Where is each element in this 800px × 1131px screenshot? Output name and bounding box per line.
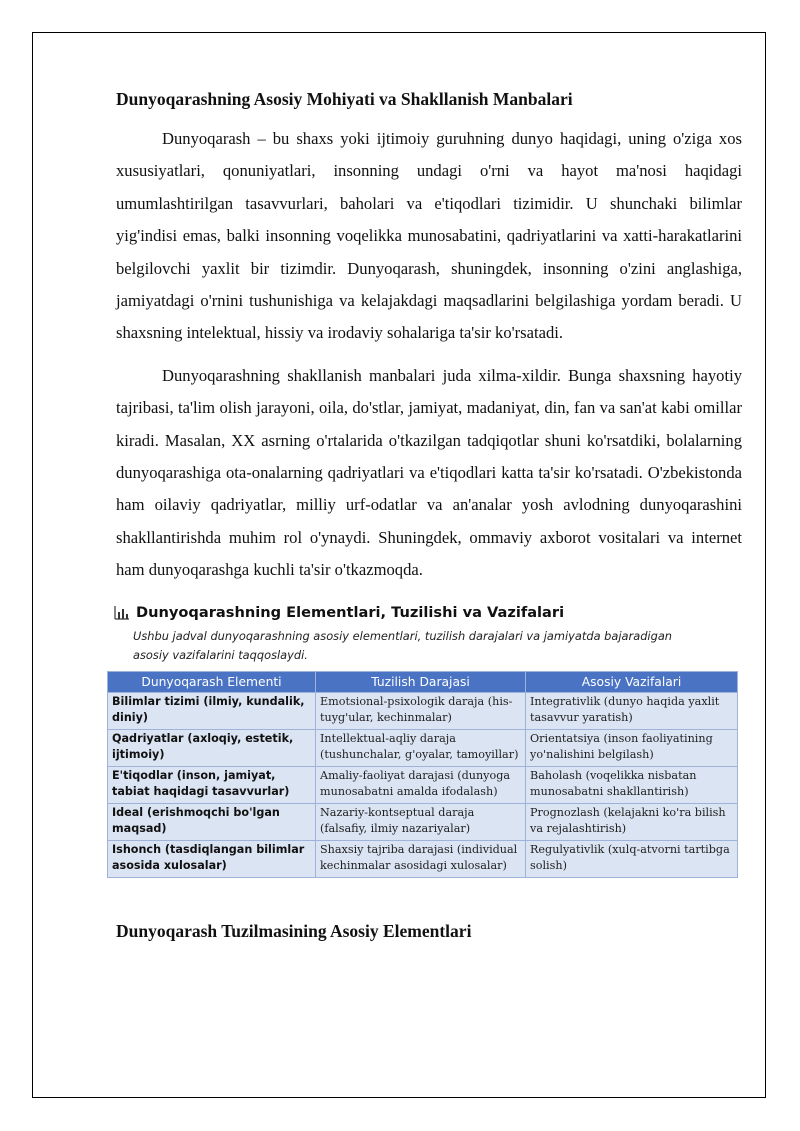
- table-cell-level: Amaliy-faoliyat darajasi (dunyoga munosabatni amalda ifodalash): [316, 766, 526, 803]
- table-row: [108, 692, 738, 729]
- table-cell-function: Integrativlik (dunyo haqida yaxlit tasavvur yaratish): [526, 692, 738, 729]
- column-header: Asosiy Vazifalari: [526, 671, 738, 692]
- table-cell-level: Intellektual-aqliy daraja (tushunchalar, g'oyalar, tamoyillar): [316, 729, 526, 766]
- table-cell-level: Emotsional-psixologik daraja (his-tuyg'ular, kechinmalar): [316, 692, 526, 729]
- table-title: Dunyoqarashning Elementlari, Tuzilishi va Vazifalari: [136, 603, 565, 621]
- paragraph: Dunyoqarashning shakllanish manbalari juda xilma-xildir. Bunga shaxsning hayotiy tajribasi, ta'lim olish jarayoni, oila, do'stlar, jamiyat, madaniyat, din, fan va san'at kabi omillar kiradi. Masalan, XX asrning o'rtalarida o'tkazilgan tadqiqotlar shuni ko'rsatdiki, bolalarning dunyoqarashiga ota-onalarning qadriyatlari va e'tiqodlari katta ta'sir ko'rsatadi. O'zbekistonda ham oilaviy qadriyatlar, milliy urf-odatlar va an'analar yosh avlodning dunyoqarashini shakllantirishda muhim rol o'ynaydi. Shuningdek, ommaviy axborot vositalari va internet ham dunyoqarashga kuchli ta'sir o'tkazmoqda.: [116, 365, 742, 580]
- table-row: [108, 803, 738, 840]
- table-row: [108, 840, 738, 877]
- column-header: Dunyoqarash Elementi: [108, 671, 316, 692]
- table-cell-level: Nazariy-kontseptual daraja (falsafiy, ilmiy nazariyalar): [316, 803, 526, 840]
- table-cell-function: Regulyativlik (xulq-atvorni tartibga solish): [526, 840, 738, 877]
- table-row: [108, 729, 738, 766]
- table-heading: [114, 603, 742, 623]
- section-title: Dunyoqarashning Asosiy Mohiyati va Shakllanish Manbalari: [116, 89, 573, 109]
- table-row: [108, 766, 738, 803]
- table-section: [112, 603, 742, 878]
- table-cell-function: Baholash (voqelikka nisbatan munosabatni shakllantirish): [526, 766, 738, 803]
- elements-table: [107, 671, 738, 878]
- table-cell-element: Qadriyatlar (axloqiy, estetik, ijtimoiy): [108, 729, 316, 766]
- table-header-row: [108, 671, 738, 692]
- table-cell-element: Bilimlar tizimi (ilmiy, kundalik, diniy): [108, 692, 316, 729]
- paragraph: Dunyoqarash – bu shaxs yoki ijtimoiy guruhning dunyo haqidagi, uning o'ziga xos xususiyatlari, qonuniyatlari, insonning undagi o'rni va hayot ma'nosi haqidagi umumlashtirilgan tasavvurlari, baholari va e'tiqodlari tizimidir. U shunchaki bilimlar yig'indisi emas, balki insonning voqelikka munosabatini, qadriyatlarini va xatti-harakatlarini belgilovchi yaxlit bir tizimdir. Dunyoqarash, shuningdek, insonning o'zini anglashiga, jamiyatdagi o'rnini tushunishiga va kelajakdagi maqsadlarini belgilashiga yordam beradi. U shaxsning intelektual, hissiy va irodaviy sohalariga ta'sir ko'rsatadi.: [116, 129, 742, 343]
- table-caption: Ushbu jadval dunyoqarashning asosiy elementlari, tuzilish darajalari va jamiyatda bajaradigan asosiy vazifalarini taqqoslaydi.: [133, 628, 673, 662]
- column-header: Tuzilish Darajasi: [316, 671, 526, 692]
- table-cell-level: Shaxsiy tajriba darajasi (individual kechinmalar asosidagi xulosalar): [316, 840, 526, 877]
- bar-chart-icon: [114, 606, 130, 620]
- table-cell-element: E'tiqodlar (inson, jamiyat, tabiat haqidagi tasavvurlar): [108, 766, 316, 803]
- section-title: Dunyoqarash Tuzilmasining Asosiy Elementlari: [116, 920, 472, 941]
- table-cell-element: Ishonch (tasdiqlangan bilimlar asosida xulosalar): [108, 840, 316, 877]
- table-cell-function: Orientatsiya (inson faoliyatining yo'nalishini belgilash): [526, 729, 738, 766]
- table-cell-function: Prognozlash (kelajakni ko'ra bilish va rejalashtirish): [526, 803, 738, 840]
- document-content: [112, 88, 742, 955]
- table-cell-element: Ideal (erishmoqchi bo'lgan maqsad): [108, 803, 316, 840]
